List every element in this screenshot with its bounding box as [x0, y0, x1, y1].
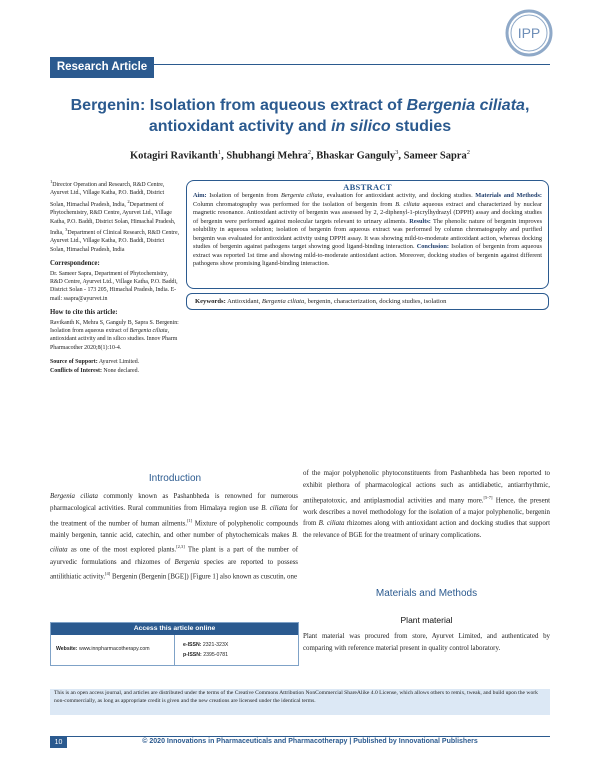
license-notice: This is an open access journal, and articles are distributed under the terms of the Creative Commons Attribution NonCommercial ShareAlike 4.0 License, which allows others to remix, tweak, and build upon the work non-commercially, as long as appropriate credit is given and the new creations are licensed under the identical terms.	[50, 689, 550, 715]
website[interactable]: Website: www.innpharmacotherapy.com	[51, 635, 175, 666]
keywords-box: Keywords: Antioxidant, Bergenia ciliata, bergenin, characterization, docking studies, isolation	[186, 293, 549, 310]
introduction-heading: Introduction	[148, 473, 202, 484]
correspondence: Correspondence: Dr. Sameer Sapra, Department of Phytochemistry, R&D Centre, Ayurvet Ltd., Village Katha, P.O. Baddi, District Solan - 173 205, Himachal Pradesh, India. E-mail: ssapra@ayurvet.in	[50, 260, 178, 302]
introduction-column-right: of the major polyphenolic phytoconstituents from Pashanbheda has been reported to exhibit plethora of pharmacological actions such as antidiabetic, antiarrhythmic, antihepatotoxic, and antiplasmodial activities and many more.[5-7] Hence, the present work describes a novel methodology for the isolation of a major polyphenolic, bergenin from B. ciliata rhizomes along with antioxidant action and docking studies that support the relevance of BGE for the treatment of urinary complications.	[303, 470, 550, 540]
plant-material-heading: Plant material	[400, 615, 453, 625]
author: Shubhangi Mehra	[226, 150, 308, 162]
access-online-box	[50, 622, 299, 666]
svg-text:IPP: IPP	[517, 25, 541, 41]
abstract-heading: ABSTRACT	[343, 182, 392, 192]
access-heading: Access this article online	[51, 623, 298, 635]
page-number: 10	[50, 737, 67, 748]
author: Sameer Sapra	[403, 150, 467, 162]
author: Bhaskar Ganguly	[316, 150, 396, 162]
article-type-badge: Research Article	[50, 57, 154, 78]
how-to-cite: How to cite this article: Ravikanth K, Mehra S, Ganguly B, Sapra S. Bergenin: Isolation from aqueous extract of Bergenia ciliata, antioxidant activity and in silico studies. Innov Pharm Pharmacother 2020;8(1):10-4.	[50, 309, 179, 351]
issn-numbers: e-ISSN: 2321-323X p-ISSN: 2395-0781	[183, 642, 229, 658]
affiliations-sidebar	[50, 178, 180, 381]
footer-rule	[50, 736, 550, 737]
article-title: Bergenin: Isolation from aqueous extract of Bergenia ciliata, antioxidant activity and in silico studies	[70, 97, 530, 135]
footer-text: © 2020 Innovations in Pharmaceuticals and Pharmacotherapy | Published by Innovational Publishers	[142, 738, 478, 745]
introduction-column-left: Bergenia ciliata commonly known as Pashanbheda is renowned for numerous pharmacological activities. Rural communities from Himalaya region use B. ciliata for the treatment of the number of human ailments.[1] Mixture of polyphenolic compounds mainly bergenin, tannic acid, catechin, and other number of phytochemicals makes B. ciliata as one of the most explored plants.[2,3] The plant is a part of the number of ayurvedic formulations and rhizomes of Bergenia species are reported to possess antilithiatic activity.[4] Bergenin (Bergenin [BGE]) [Figure 1] also known as cuscutin, one	[50, 493, 299, 581]
journal-logo	[504, 8, 554, 58]
support-conflicts: Source of Support: Ayurvet Limited. Conflicts of Interest: None declared.	[50, 359, 140, 374]
author-list: Kotagiri Ravikanth$^1$, Shubhangi Mehra$^2$, Bhaskar Ganguly$^3$, Sameer Sapra$^2$	[130, 149, 470, 162]
author: Kotagiri Ravikanth	[130, 150, 218, 162]
affiliations: $^1$Director Operation and Research, R&D Centre, Ayurvet Ltd., Village Katha, P.O. Baddi, District Solan, Himachal Pradesh, India, $^2$Department of Phytochemistry, R&D Centre, Ayurvet Ltd., Village Katha, P.O. Baddi, District Solan, Himachal Pradesh, India, $^3$Department of Clinical Research, R&D Centre, Ayurvet Ltd., Village Katha, P.O. Baddi, District Solan, Himachal Pradesh, India	[50, 179, 180, 253]
methods-heading: Materials and Methods	[375, 588, 478, 599]
plant-material-text: Plant material was procured from store, Ayurvet Limited, and authenticated by comparing with reference material present in quality control laboratory.	[303, 633, 550, 652]
abstract-box: ABSTRACT Aim: Isolation of bergenin from Bergenia ciliata, evaluation for antioxidant activity, and docking studies. Materials and Methods: Column chromatography was performed for the isolation of bergenin from B. ciliata aqueous extract and characterized by nuclear magnetic resonance. Antioxidant activity of bergenin was assessed by 2, 2-diphenyl-1-picrylhydrazyl (DPPH) assay and docking studies of bergenin were performed against molecular targets relevant to urinary ailments. Results: The phenolic nature of bergenin improves solubility in aqueous solution; isolation of bergenin from aqueous extract was performed by column chromatography and purified bergenin was evaluated for antioxidant activity using DPPH assay. It was showing mild-to-moderate antioxidant action, whereas docking studies of bergenin against pathogens target showing good ligand-binding interaction. Conclusion: Isolation of bergenin from aqueous extract was reported 1st time and showing mild-to-moderate antioxidant action. Moreover, docking studies of bergenin against different pathogens show promising ligand-binding interaction.	[186, 180, 549, 289]
